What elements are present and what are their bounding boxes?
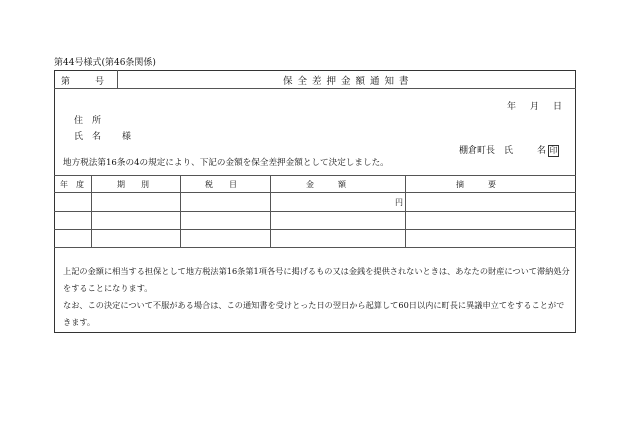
note-collateral: 上記の金額に相当する担保として地方税法第16条第1項各号に掲げるもの又は金銭を提供されないときは、あなたの財産について滞納処分をすることになります。 [63, 266, 570, 293]
document-title: 保全差押金額通知書 [283, 76, 414, 87]
table-top-line [54, 175, 576, 176]
col-header-tax-item: 税 目 [205, 180, 237, 189]
header-divider [54, 88, 576, 89]
date-month: 月 [530, 102, 540, 112]
col-header-amount: 金 額 [306, 180, 346, 189]
table-row-line-1 [54, 211, 576, 212]
table-col-divider-4 [405, 175, 406, 247]
table-bottom-line [54, 247, 576, 248]
name-label: 氏 名 [74, 132, 102, 142]
col-header-period: 期 別 [117, 180, 149, 189]
address-label: 住 所 [74, 116, 102, 126]
number-label-second: 号 [95, 77, 105, 87]
col-header-year: 年 度 [60, 180, 84, 189]
table-col-divider-2 [180, 175, 181, 247]
number-label-first: 第 [61, 77, 71, 87]
body-text: 地方税法第16条の4の規定により、下記の金額を保全差押金額として決定しました。 [63, 158, 389, 168]
honorific: 様 [122, 132, 132, 142]
note-objection: なお、この決定について不服がある場合は、この通知書を受けとった日の翌日から起算して60日以内に町長に異議申立てをすることができます。 [63, 300, 565, 327]
issuer-name-suffix: 名 印 [537, 145, 558, 156]
table-row-line-2 [54, 229, 576, 230]
date-day: 日 [553, 102, 563, 112]
date-year: 年 [507, 102, 517, 112]
table-col-divider-3 [270, 175, 271, 247]
currency-unit: 円 [395, 198, 403, 207]
seal-mark: 印 [549, 145, 558, 155]
form-number: 第44号様式(第46条関係) [54, 58, 156, 68]
issuer-title: 棚倉町長 氏 [459, 146, 514, 156]
col-header-remarks: 摘 要 [456, 180, 496, 189]
table-header-line [54, 192, 576, 193]
header-cell-divider [117, 70, 118, 88]
table-col-divider-1 [91, 175, 92, 247]
